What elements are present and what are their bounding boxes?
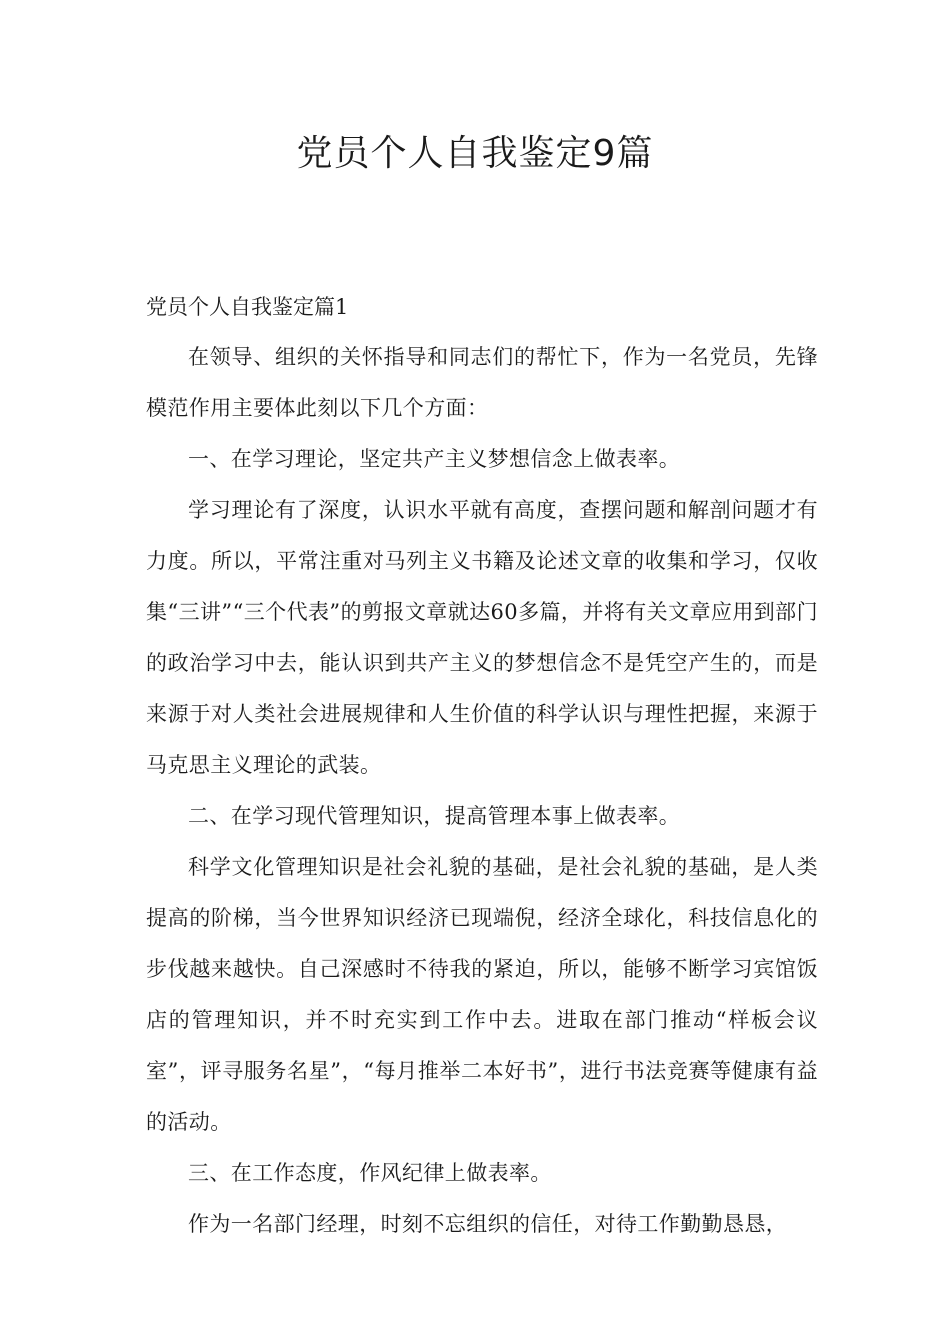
paragraph-intro: 在领导、组织的关怀指导和同志们的帮忙下，作为一名党员，先锋模范作用主要体此刻以下几个方面： — [146, 345, 818, 420]
paragraph-theory-study: 学习理论有了深度，认识水平就有高度，查摆问题和解剖问题才有力度。所以，平常注重对马列主义书籍及论述文章的收集和学习，仅收集“三讲”“三个代表”的剪报文章就达60多篇，并将有关文章应用到部门的政治学习中去，能认识到共产主义的梦想信念不是凭空产生的，而是来源于对人类社会进展规律和人生价值的科学认识与理性把握，来源于马克思主义理论的武装。 — [146, 498, 818, 777]
section-heading: 党员个人自我鉴定篇1 — [146, 295, 349, 319]
paragraph-point-two: 二、在学习现代管理知识，提高管理本事上做表率。 — [188, 804, 681, 828]
document-title: 党员个人自我鉴定9篇 — [296, 133, 654, 174]
paragraph-work-attitude: 作为一名部门经理，时刻不忘组织的信任，对待工作勤勤恳恳， — [188, 1212, 788, 1236]
paragraph-management-knowledge: 科学文化管理知识是社会礼貌的基础，是社会礼貌的基础，是人类提高的阶梯，当今世界知识经济已现端倪，经济全球化，科技信息化的步伐越来越快。自己深感时不待我的紧迫，所以，能够不断学习宾馆饭店的管理知识，并不时充实到工作中去。进取在部门推动“样板会议室”，评寻服务名星”，“每月推举二本好书”，进行书法竞赛等健康有益的活动。 — [146, 855, 818, 1134]
paragraph-point-three: 三、在工作态度，作风纪律上做表率。 — [188, 1161, 552, 1185]
document-body — [146, 282, 818, 1250]
paragraph-point-one: 一、在学习理论，坚定共产主义梦想信念上做表率。 — [188, 447, 681, 471]
